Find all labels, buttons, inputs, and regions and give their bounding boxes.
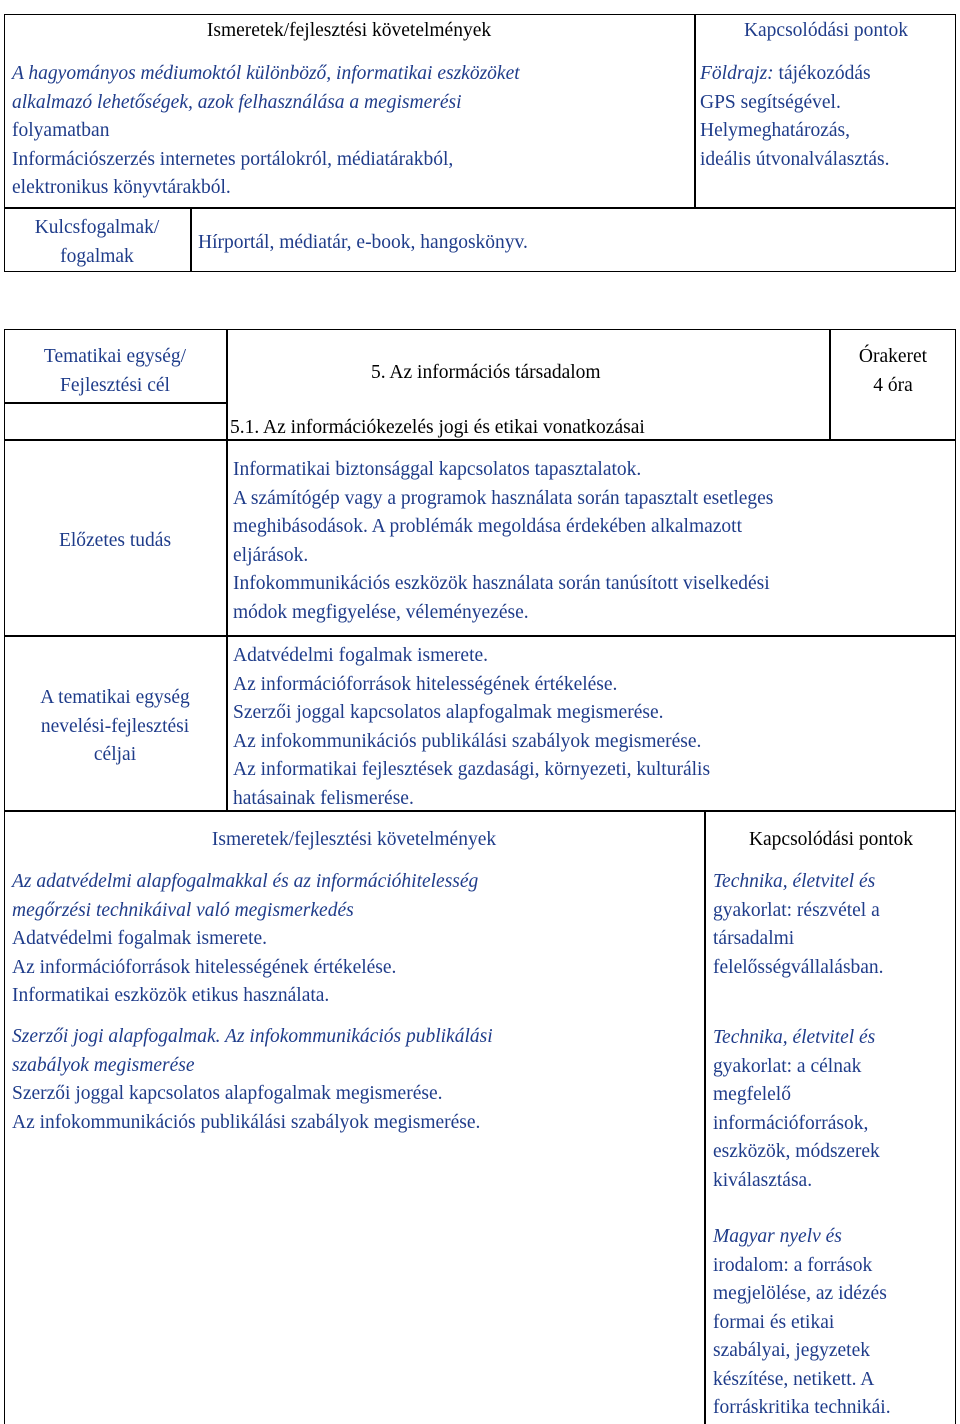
requirement-intro-line: alkalmazó lehetőségek, azok felhasználása a megismerési xyxy=(12,91,462,113)
requirements-section-2 xyxy=(12,1023,493,1137)
requirement-line: Informatikai eszközök etikus használata. xyxy=(12,985,330,1006)
link-block-1 xyxy=(713,868,884,982)
goal-line: Adatvédelmi fogalmak ismerete. xyxy=(233,645,489,666)
table-1-right-header: Kapcsolódási pontok xyxy=(743,20,909,41)
unit-title-row-divider xyxy=(4,402,226,404)
hours-value: 4 óra xyxy=(873,374,913,396)
link-subject: Magyar nyelv és xyxy=(713,1226,842,1247)
link-subject: Technika, életvitel és xyxy=(713,871,876,892)
prior-line: Infokommunikációs eszközök használata során tanúsított viselkedési xyxy=(233,573,770,594)
goals-content xyxy=(233,642,710,813)
requirement-line: folyamatban xyxy=(12,120,110,141)
section-title-line: Szerzői jogi alapfogalmak. Az infokommunikációs publikálási xyxy=(12,1026,493,1047)
link-line: megjelölése, az idézés xyxy=(713,1283,887,1304)
link-block-2 xyxy=(713,1024,880,1195)
link-line: társadalmi xyxy=(713,928,795,949)
goal-line: Az információforrások hitelességének értékelése. xyxy=(233,673,618,695)
link-subject: Technika, életvitel és xyxy=(713,1027,876,1048)
prior-line: meghibásodások. A problémák megoldása érdekében alkalmazott xyxy=(233,516,743,537)
goal-line: Az infokommunikációs publikálási szabályok megismerése. xyxy=(233,730,702,752)
link-line: formai és etikai xyxy=(713,1311,835,1333)
table-1-links xyxy=(700,60,890,174)
link-line: GPS segítségével. xyxy=(700,91,841,113)
prior-knowledge-label: Előzetes tudás xyxy=(58,530,172,551)
prior-line: A számítógép vagy a programok használata során tapasztalt esetleges xyxy=(233,487,774,509)
link-subject: Földrajz: xyxy=(700,63,774,84)
link-line: információforrások, xyxy=(713,1112,869,1134)
link-line: készítése, netikett. A xyxy=(713,1368,875,1390)
link-line: gyakorlat: részvétel a xyxy=(713,899,880,921)
link-line: felelősségvállalásban. xyxy=(713,956,884,978)
section-title-line: Az adatvédelmi alapfogalmakkal és az információhitelesség xyxy=(12,871,479,892)
requirement-line: Információszerzés internetes portálokról, médiatárakból, xyxy=(12,148,454,170)
goal-line: Az informatikai fejlesztések gazdasági, környezeti, kulturális xyxy=(233,759,711,780)
link-line: forráskritika technikái. xyxy=(713,1397,891,1418)
table-2-left-header: Ismeretek/fejlesztési követelmények xyxy=(211,829,497,850)
prior-knowledge-content xyxy=(233,456,773,627)
unit-label: Tematikai egység/ Fejlesztési cél xyxy=(43,346,187,396)
link-line xyxy=(700,60,890,89)
table-1-row-divider xyxy=(4,207,956,209)
goal-line: hatásainak felismerése. xyxy=(233,787,414,809)
subunit-title: 5.1. Az információkezelés jogi és etikai vonatkozásai xyxy=(230,417,645,438)
table-2-col-divider xyxy=(704,810,706,1424)
key-concepts-value: Hírportál, médiatár, e-book, hangoskönyv. xyxy=(198,232,528,253)
table-2-right-header: Kapcsolódási pontok xyxy=(748,829,914,850)
link-line: irodalom: a források xyxy=(713,1254,873,1276)
prior-line: módok megfigyelése, véleményezése. xyxy=(233,601,529,623)
link-line: kiválasztása. xyxy=(713,1169,813,1191)
prior-line: Informatikai biztonsággal kapcsolatos tapasztalatok. xyxy=(233,459,642,480)
unit-label-divider xyxy=(226,329,228,810)
requirement-line: Szerzői joggal kapcsolatos alapfogalmak megismerése. xyxy=(12,1083,443,1104)
requirement-line: Adatvédelmi fogalmak ismerete. xyxy=(12,928,268,949)
link-line: Helymeghatározás, xyxy=(700,120,850,141)
link-line: eszközök, módszerek xyxy=(713,1141,880,1162)
section-title-line: szabályok megismerése xyxy=(12,1054,195,1076)
key-concepts-divider xyxy=(190,207,192,272)
key-concepts-label: Kulcsfogalmak/ fogalmak xyxy=(34,217,160,267)
link-line: szabályai, jegyzetek xyxy=(713,1340,870,1361)
goals-label: A tematikai egység nevelési-fejlesztési céljai xyxy=(40,687,190,765)
requirement-line: Az információforrások hitelességének értékelése. xyxy=(12,956,397,978)
table-1-left-header: Ismeretek/fejlesztési követelmények xyxy=(206,20,492,41)
requirement-line: Az infokommunikációs publikálási szabályok megismerése. xyxy=(12,1111,481,1133)
link-line: ideális útvonalválasztás. xyxy=(700,148,890,170)
section-title-line: megőrzési technikáival való megismerkedés xyxy=(12,899,354,921)
hours-label: Órakeret xyxy=(858,346,928,367)
link-line: gyakorlat: a célnak xyxy=(713,1055,862,1077)
hours-cell xyxy=(830,343,956,400)
unit-title: 5. Az információs társadalom xyxy=(371,362,601,383)
requirements-section-1 xyxy=(12,868,478,1011)
goal-line: Szerzői joggal kapcsolatos alapfogalmak megismerése. xyxy=(233,702,664,723)
prior-line: eljárások. xyxy=(233,544,309,566)
requirement-intro-line: A hagyományos médiumoktól különböző, informatikai eszközöket xyxy=(12,63,520,84)
requirement-line: elektronikus könyvtárakból. xyxy=(12,177,231,198)
prior-knowledge-row-divider xyxy=(4,635,956,637)
link-text: tájékozódás xyxy=(773,63,871,84)
link-line: megfelelő xyxy=(713,1084,791,1105)
table-1-requirements xyxy=(12,60,520,203)
link-block-3 xyxy=(713,1223,891,1423)
